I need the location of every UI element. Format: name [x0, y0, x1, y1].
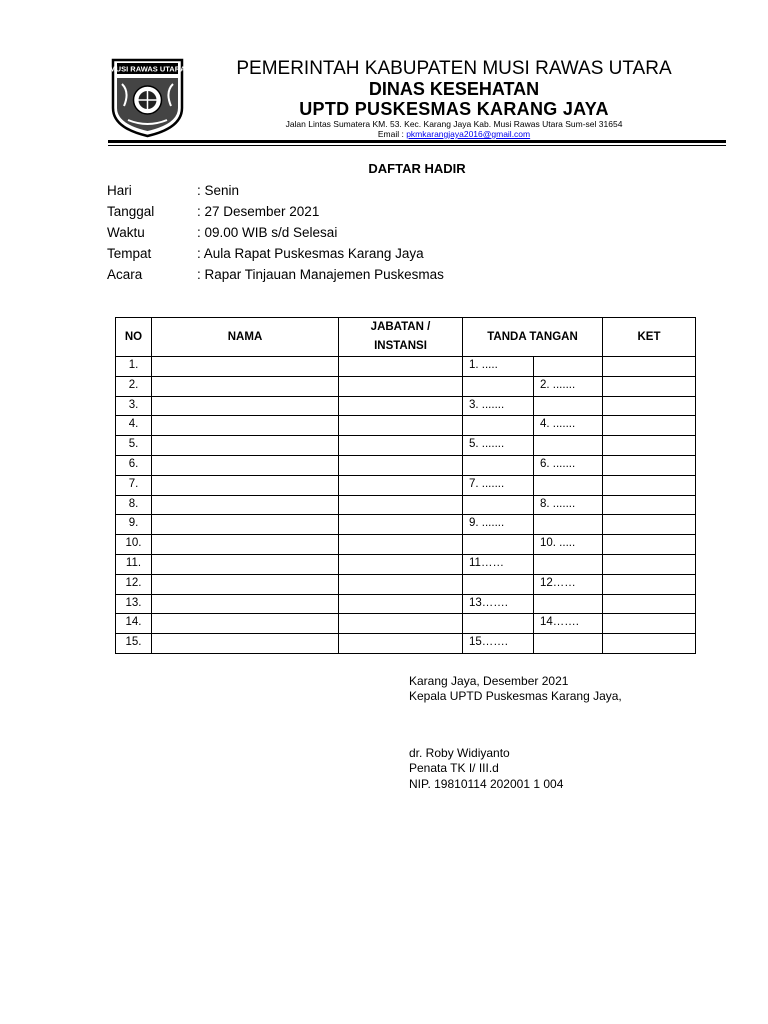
- cell-jabatan[interactable]: [339, 495, 463, 515]
- cell-signature-right[interactable]: [534, 554, 603, 574]
- cell-no: 2.: [116, 376, 152, 396]
- cell-signature-left[interactable]: 11……: [463, 554, 534, 574]
- info-label-tanggal: Tanggal: [107, 204, 155, 219]
- cell-nama[interactable]: [152, 495, 339, 515]
- cell-signature-left[interactable]: [463, 495, 534, 515]
- cell-nama[interactable]: [152, 634, 339, 654]
- cell-no: 9.: [116, 515, 152, 535]
- cell-signature-right[interactable]: 6. .......: [534, 455, 603, 475]
- cell-jabatan[interactable]: [339, 396, 463, 416]
- table-row: [116, 416, 696, 436]
- info-label-tempat: Tempat: [107, 246, 152, 261]
- signature-position: Kepala UPTD Puskesmas Karang Jaya,: [409, 689, 622, 703]
- cell-signature-right[interactable]: [534, 634, 603, 654]
- cell-signature-right[interactable]: [534, 515, 603, 535]
- email-label: Email :: [377, 129, 407, 139]
- cell-ket[interactable]: [603, 475, 696, 495]
- cell-nama[interactable]: [152, 436, 339, 456]
- table-row: [116, 535, 696, 555]
- cell-nama[interactable]: [152, 455, 339, 475]
- cell-signature-left[interactable]: [463, 574, 534, 594]
- cell-ket[interactable]: [603, 574, 696, 594]
- cell-signature-right[interactable]: 8. .......: [534, 495, 603, 515]
- cell-nama[interactable]: [152, 475, 339, 495]
- cell-ket[interactable]: [603, 396, 696, 416]
- cell-signature-right[interactable]: [534, 396, 603, 416]
- cell-nama[interactable]: [152, 554, 339, 574]
- table-row: [116, 396, 696, 416]
- header-nama: NAMA: [152, 318, 339, 357]
- letterhead-government: PEMERINTAH KABUPATEN MUSI RAWAS UTARA: [236, 58, 672, 79]
- cell-no: 10.: [116, 535, 152, 555]
- cell-no: 5.: [116, 436, 152, 456]
- cell-ket[interactable]: [603, 376, 696, 396]
- cell-ket[interactable]: [603, 495, 696, 515]
- cell-jabatan[interactable]: [339, 357, 463, 377]
- cell-jabatan[interactable]: [339, 614, 463, 634]
- cell-signature-right[interactable]: 14…….: [534, 614, 603, 634]
- cell-nama[interactable]: [152, 515, 339, 535]
- cell-nama[interactable]: [152, 614, 339, 634]
- cell-signature-right[interactable]: 2. .......: [534, 376, 603, 396]
- letterhead-address: Jalan Lintas Sumatera KM. 53. Kec. Karang Jaya Kab. Musi Rawas Utara Sum-sel 31654: [285, 119, 623, 129]
- signature-place-date: Karang Jaya, Desember 2021: [409, 674, 569, 688]
- info-value-waktu: : 09.00 WIB s/d Selesai: [197, 225, 338, 240]
- cell-signature-left[interactable]: 15…….: [463, 634, 534, 654]
- cell-signature-right[interactable]: [534, 475, 603, 495]
- cell-nama[interactable]: [152, 357, 339, 377]
- cell-jabatan[interactable]: [339, 475, 463, 495]
- letterhead-email-line: [190, 129, 718, 140]
- cell-signature-right[interactable]: [534, 594, 603, 614]
- cell-jabatan[interactable]: [339, 535, 463, 555]
- regency-crest-icon: [110, 58, 185, 138]
- signature-rank: Penata TK I/ III.d: [409, 761, 499, 775]
- cell-jabatan[interactable]: [339, 634, 463, 654]
- cell-ket[interactable]: [603, 357, 696, 377]
- table-row: [116, 495, 696, 515]
- cell-ket[interactable]: [603, 455, 696, 475]
- cell-signature-left[interactable]: [463, 416, 534, 436]
- header-tanda-tangan: TANDA TANGAN: [463, 318, 603, 357]
- email-link[interactable]: pkmkarangjaya2016@gmail.com: [406, 129, 531, 139]
- cell-signature-right[interactable]: [534, 357, 603, 377]
- cell-signature-right[interactable]: [534, 436, 603, 456]
- table-row: [116, 614, 696, 634]
- cell-signature-left[interactable]: 13…….: [463, 594, 534, 614]
- cell-signature-right[interactable]: 10. .....: [534, 535, 603, 555]
- info-label-hari: Hari: [107, 183, 132, 198]
- cell-signature-left[interactable]: 7. .......: [463, 475, 534, 495]
- cell-signature-left[interactable]: 5. .......: [463, 436, 534, 456]
- cell-nama[interactable]: [152, 535, 339, 555]
- info-value-tanggal: : 27 Desember 2021: [197, 204, 320, 219]
- cell-jabatan[interactable]: [339, 416, 463, 436]
- cell-jabatan[interactable]: [339, 376, 463, 396]
- cell-no: 12.: [116, 574, 152, 594]
- cell-no: 15.: [116, 634, 152, 654]
- table-row: [116, 594, 696, 614]
- cell-ket[interactable]: [603, 614, 696, 634]
- document-title: DAFTAR HADIR: [368, 161, 466, 176]
- cell-signature-left[interactable]: 3. .......: [463, 396, 534, 416]
- cell-jabatan[interactable]: [339, 455, 463, 475]
- table-row: [116, 455, 696, 475]
- cell-jabatan[interactable]: [339, 515, 463, 535]
- letterhead-unit: UPTD PUSKESMAS KARANG JAYA: [299, 99, 609, 119]
- table-header-row: [116, 318, 696, 357]
- cell-no: 14.: [116, 614, 152, 634]
- cell-ket[interactable]: [603, 554, 696, 574]
- header-jabatan-line2: INSTANSI: [374, 340, 427, 352]
- cell-ket[interactable]: [603, 535, 696, 555]
- info-value-hari: : Senin: [197, 183, 240, 198]
- attendance-body: [116, 357, 696, 654]
- header-jabatan-line1: JABATAN /: [370, 321, 431, 333]
- cell-signature-left[interactable]: [463, 376, 534, 396]
- cell-ket[interactable]: [603, 594, 696, 614]
- letterhead-rule-thin: [108, 145, 726, 146]
- cell-signature-right[interactable]: 12……: [534, 574, 603, 594]
- cell-no: 8.: [116, 495, 152, 515]
- table-row: [116, 475, 696, 495]
- cell-nama[interactable]: [152, 396, 339, 416]
- cell-jabatan[interactable]: [339, 594, 463, 614]
- table-row: [116, 554, 696, 574]
- cell-nama[interactable]: [152, 594, 339, 614]
- table-row: [116, 515, 696, 535]
- header-ket: KET: [603, 318, 696, 357]
- cell-no: 1.: [116, 357, 152, 377]
- cell-ket[interactable]: [603, 515, 696, 535]
- cell-ket[interactable]: [603, 436, 696, 456]
- signature-name: dr. Roby Widiyanto: [409, 746, 510, 760]
- logo-text: MUSI RAWAS UTARA: [110, 64, 185, 74]
- signature-nip: NIP. 19810114 202001 1 004: [409, 777, 564, 791]
- table-row: [116, 376, 696, 396]
- cell-ket[interactable]: [603, 416, 696, 436]
- cell-ket[interactable]: [603, 634, 696, 654]
- table-row: [116, 436, 696, 456]
- table-row: [116, 574, 696, 594]
- info-value-tempat: : Aula Rapat Puskesmas Karang Jaya: [197, 246, 424, 261]
- cell-no: 3.: [116, 396, 152, 416]
- cell-no: 4.: [116, 416, 152, 436]
- cell-jabatan[interactable]: [339, 574, 463, 594]
- cell-nama[interactable]: [152, 376, 339, 396]
- cell-signature-left[interactable]: [463, 535, 534, 555]
- cell-signature-right[interactable]: 4. .......: [534, 416, 603, 436]
- cell-nama[interactable]: [152, 416, 339, 436]
- table-row: [116, 357, 696, 377]
- cell-jabatan[interactable]: [339, 436, 463, 456]
- info-label-waktu: Waktu: [107, 225, 145, 240]
- regency-logo: [110, 58, 185, 138]
- cell-no: 6.: [116, 455, 152, 475]
- cell-signature-left[interactable]: 9. .......: [463, 515, 534, 535]
- cell-signature-left[interactable]: [463, 614, 534, 634]
- cell-no: 13.: [116, 594, 152, 614]
- cell-no: 7.: [116, 475, 152, 495]
- cell-signature-left[interactable]: 1. .....: [463, 357, 534, 377]
- info-label-acara: Acara: [107, 267, 143, 282]
- cell-signature-left[interactable]: [463, 455, 534, 475]
- header-jabatan: [339, 318, 463, 357]
- cell-nama[interactable]: [152, 574, 339, 594]
- info-value-acara: : Rapar Tinjauan Manajemen Puskesmas: [197, 267, 444, 282]
- cell-jabatan[interactable]: [339, 554, 463, 574]
- letterhead-rule-thick: [108, 140, 726, 143]
- cell-no: 11.: [116, 554, 152, 574]
- header-no: NO: [116, 318, 152, 357]
- table-row: [116, 634, 696, 654]
- attendance-table: [115, 317, 696, 654]
- letterhead-department: DINAS KESEHATAN: [368, 79, 540, 99]
